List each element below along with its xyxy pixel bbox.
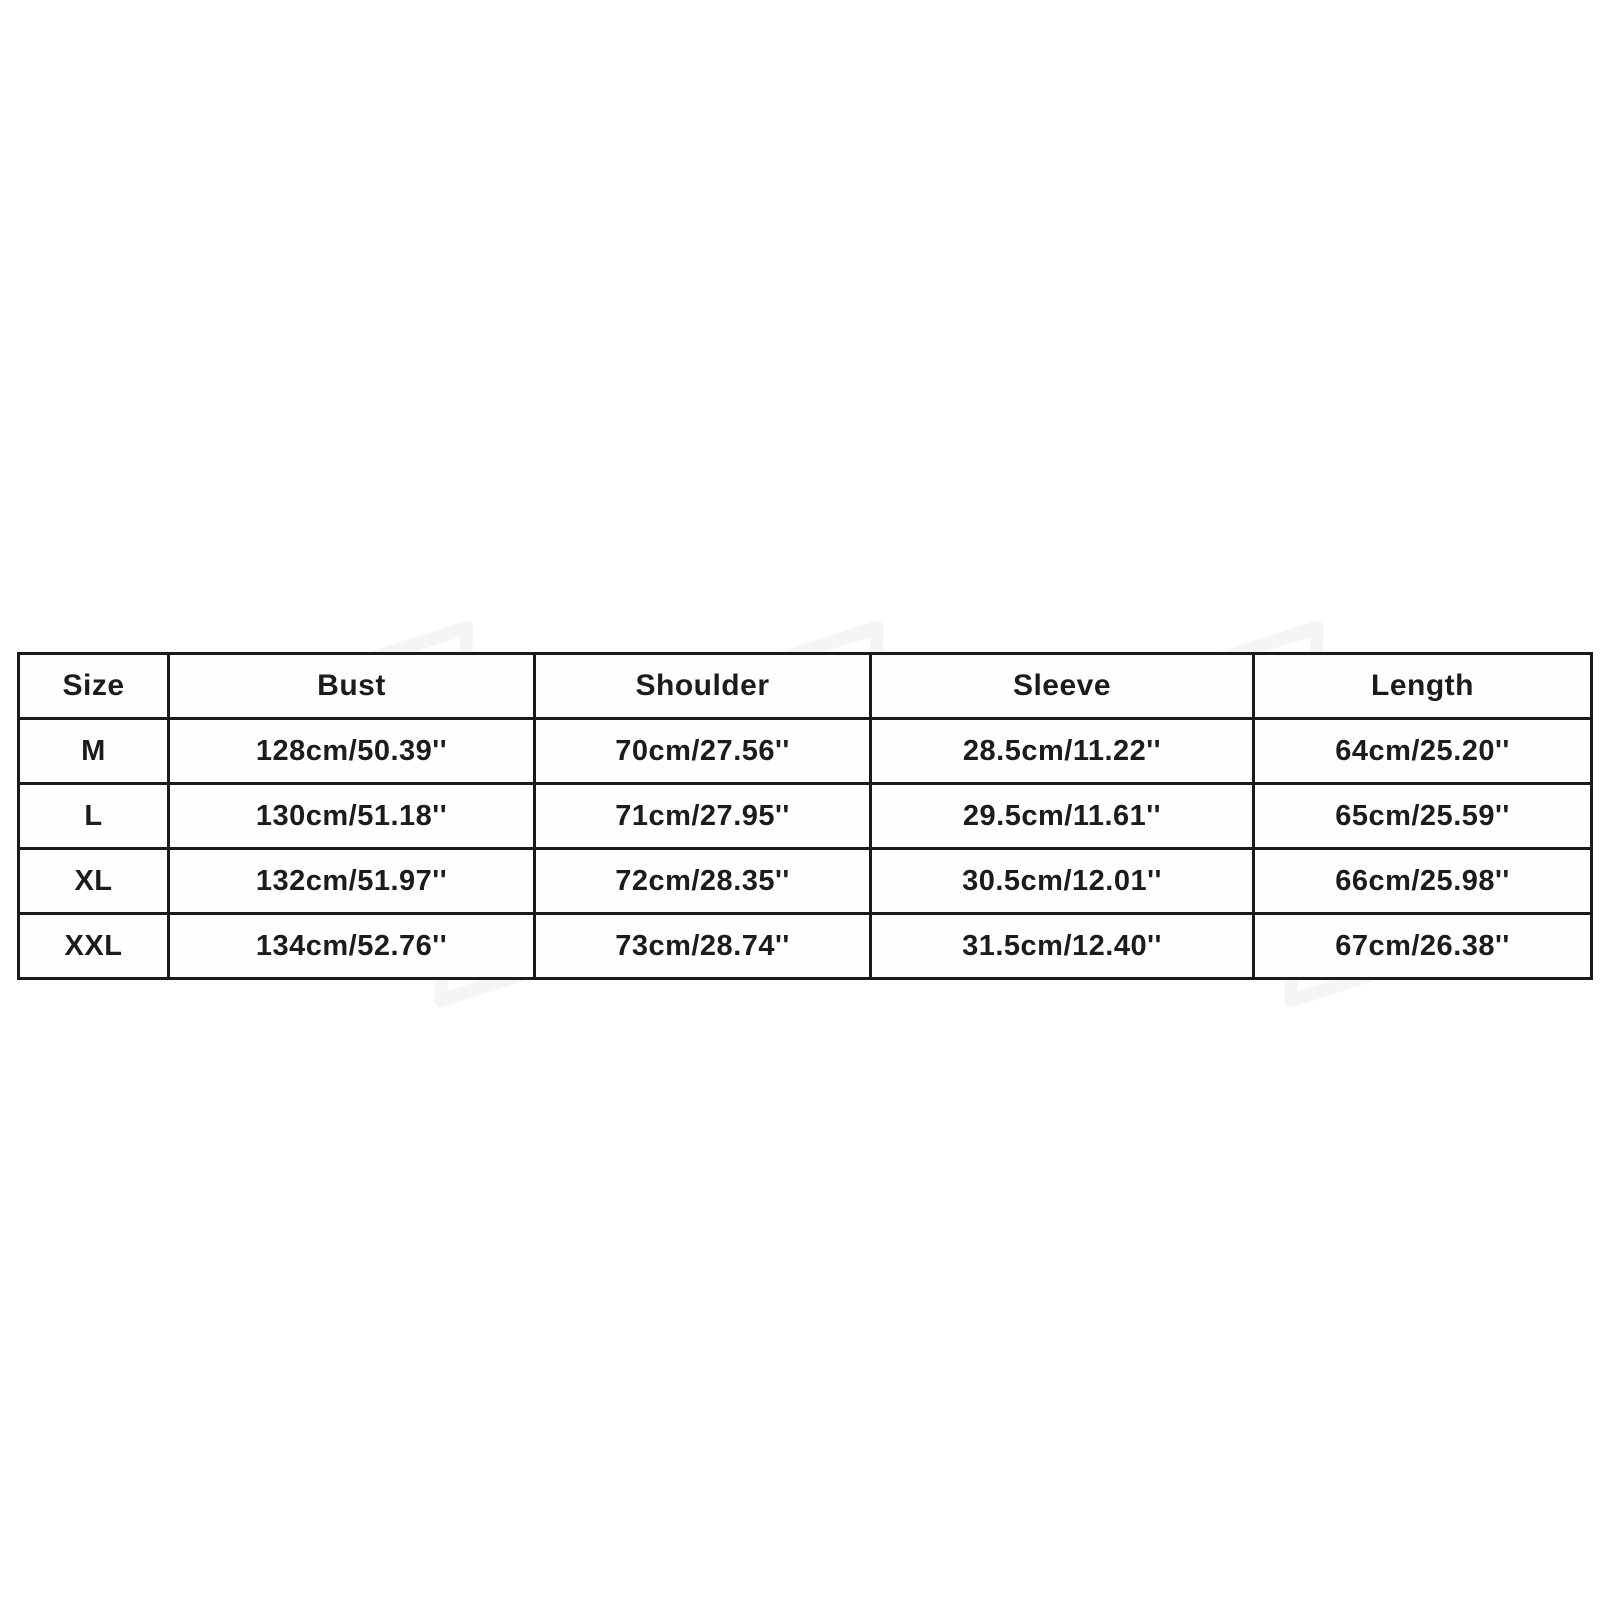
- cell-shoulder: 72cm/28.35'': [535, 849, 871, 914]
- cell-bust: 128cm/50.39'': [169, 719, 535, 784]
- cell-size: M: [19, 719, 169, 784]
- cell-shoulder: 73cm/28.74'': [535, 914, 871, 979]
- cell-size: L: [19, 784, 169, 849]
- cell-sleeve: 31.5cm/12.40'': [871, 914, 1254, 979]
- column-header-sleeve: Sleeve: [871, 654, 1254, 719]
- cell-sleeve: 28.5cm/11.22'': [871, 719, 1254, 784]
- column-header-bust: Bust: [169, 654, 535, 719]
- cell-bust: 130cm/51.18'': [169, 784, 535, 849]
- cell-length: 65cm/25.59'': [1254, 784, 1592, 849]
- cell-bust: 132cm/51.97'': [169, 849, 535, 914]
- cell-bust: 134cm/52.76'': [169, 914, 535, 979]
- cell-length: 67cm/26.38'': [1254, 914, 1592, 979]
- size-chart-table: [17, 652, 1593, 980]
- table-row-l: [19, 784, 1592, 849]
- table-row-xl: [19, 849, 1592, 914]
- column-header-size: Size: [19, 654, 169, 719]
- cell-size: XL: [19, 849, 169, 914]
- column-header-length: Length: [1254, 654, 1592, 719]
- cell-shoulder: 71cm/27.95'': [535, 784, 871, 849]
- cell-length: 66cm/25.98'': [1254, 849, 1592, 914]
- cell-sleeve: 29.5cm/11.61'': [871, 784, 1254, 849]
- table-row-m: [19, 719, 1592, 784]
- cell-length: 64cm/25.20'': [1254, 719, 1592, 784]
- cell-shoulder: 70cm/27.56'': [535, 719, 871, 784]
- table-row-xxl: [19, 914, 1592, 979]
- cell-size: XXL: [19, 914, 169, 979]
- column-header-shoulder: Shoulder: [535, 654, 871, 719]
- header-row: [19, 654, 1592, 719]
- cell-sleeve: 30.5cm/12.01'': [871, 849, 1254, 914]
